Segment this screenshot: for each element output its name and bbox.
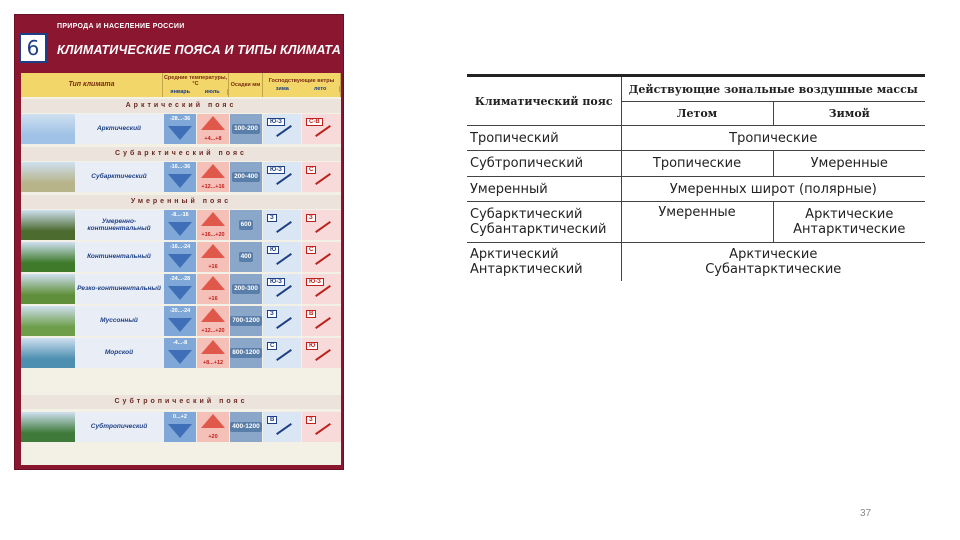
zone-cell: Умеренный — [467, 177, 621, 202]
summer-wind-cell — [302, 338, 341, 368]
wind-arrow-icon — [276, 285, 292, 297]
precip-value: 700-1200 — [232, 317, 260, 325]
table-row — [467, 202, 925, 243]
zone-cell: Субарктический Субантарктический — [467, 202, 621, 243]
winter-wind: Ю-З — [267, 166, 285, 174]
zone-cell: Арктический Антарктический — [467, 243, 621, 281]
winter-temp: -20...-24 — [169, 308, 191, 314]
summer-temp: +12...+20 — [201, 328, 225, 334]
merged-cell: Умеренных широт (полярные) — [621, 177, 925, 202]
precip-value: 100-200 — [234, 125, 258, 133]
precip-value: 600 — [240, 221, 252, 229]
summer-wind-cell — [302, 114, 341, 144]
wind-arrow-icon — [315, 125, 331, 137]
summer-wind: С-В — [306, 118, 323, 126]
wind-arrow-icon — [276, 253, 292, 265]
wind-arrow-icon — [315, 423, 331, 435]
climate-type-label: Резко-континентальный — [75, 274, 163, 304]
summer-wind-cell — [302, 162, 341, 192]
warm-triangle-icon — [201, 340, 225, 354]
page-number: 37 — [860, 508, 872, 519]
poster-title: КЛИМАТИЧЕСКИЕ ПОЯСА И ТИПЫ КЛИМАТА — [57, 43, 341, 57]
poster-row — [21, 241, 341, 273]
summer-wind: Ю-З — [306, 278, 324, 286]
poster-col-temp-label: Средние температуры, °С — [163, 74, 228, 87]
table-row — [467, 177, 925, 202]
climate-photo — [21, 306, 75, 336]
zone-cell: Тропический — [467, 126, 621, 151]
climate-type-label: Умеренно-континентальный — [75, 210, 163, 240]
cold-triangle-icon — [168, 318, 192, 332]
precip-value: 200-300 — [234, 285, 258, 293]
wind-arrow-icon — [315, 253, 331, 265]
belt-subtropical: Субтропический пояс — [21, 395, 341, 409]
belt-subarctic: Субарктический пояс — [21, 147, 341, 161]
summer-temp: +16 — [208, 296, 218, 302]
merged-cell: Тропические — [621, 126, 925, 151]
cold-triangle-icon — [168, 222, 192, 236]
summer-temp: +16...+20 — [201, 232, 225, 238]
winter-wind-cell — [263, 210, 301, 240]
col-masses-header: Действующие зональные воздушные массы — [621, 76, 925, 102]
precip-value: 400 — [240, 253, 252, 261]
winter-cell: Умеренные — [773, 151, 925, 177]
belt-temperate: Умеренный пояс — [21, 195, 341, 209]
warm-triangle-icon — [201, 276, 225, 290]
summer-temp: +12...+16 — [201, 184, 225, 190]
poster-row — [21, 411, 341, 443]
climate-type-label: Муссонный — [75, 306, 163, 336]
cold-triangle-icon — [168, 174, 192, 188]
table-row — [467, 126, 925, 151]
winter-temp: -24...-28 — [169, 276, 191, 282]
poster-row — [21, 209, 341, 241]
wind-arrow-icon — [276, 423, 292, 435]
cold-triangle-icon — [168, 424, 192, 438]
winter-wind: Ю-З — [267, 278, 285, 286]
precip-value: 800-1200 — [232, 349, 260, 357]
winter-temp: 0...+2 — [173, 414, 187, 420]
wind-arrow-icon — [315, 317, 331, 329]
poster-number: 6 — [19, 33, 47, 63]
warm-triangle-icon — [201, 164, 225, 178]
precip-cell — [230, 162, 262, 192]
cold-triangle-icon — [168, 126, 192, 140]
winter-temp: -28...-36 — [169, 116, 191, 122]
summer-temp-cell — [197, 210, 229, 240]
summer-wind: Ю — [306, 342, 318, 350]
cold-triangle-icon — [168, 350, 192, 364]
winter-temp: -4...-8 — [172, 340, 188, 346]
summer-wind-cell — [302, 242, 341, 272]
winter-temp-cell — [164, 274, 196, 304]
winter-cell: Арктические Антарктические — [773, 202, 925, 243]
climate-type-label: Арктический — [75, 114, 163, 144]
climate-photo — [21, 242, 75, 272]
wind-arrow-icon — [276, 349, 292, 361]
winter-wind-cell — [263, 242, 301, 272]
poster-col-winds-label: Господствующие ветры — [268, 77, 335, 84]
precip-cell — [230, 338, 262, 368]
summer-temp: +8...+12 — [202, 360, 224, 366]
wind-arrow-icon — [315, 221, 331, 233]
summer-wind-cell — [302, 274, 341, 304]
poster-col-type: Тип климата — [21, 73, 163, 97]
winter-temp-cell — [164, 306, 196, 336]
col-winter-header: Зимой — [773, 102, 925, 126]
climate-photo — [21, 412, 75, 442]
winter-wind-cell — [263, 412, 301, 442]
summer-cell: Умеренные — [621, 202, 773, 243]
poster-col-winds-summer: лето — [314, 86, 327, 92]
summer-temp-cell — [197, 162, 229, 192]
poster-row — [21, 161, 341, 193]
warm-triangle-icon — [201, 308, 225, 322]
wind-arrow-icon — [276, 317, 292, 329]
precip-cell — [230, 242, 262, 272]
winter-wind: С — [267, 342, 277, 350]
table-row — [467, 243, 925, 281]
wind-arrow-icon — [276, 125, 292, 137]
winter-wind: З — [267, 310, 277, 318]
climate-type-label: Субтропический — [75, 412, 163, 442]
winter-temp: -8...-16 — [171, 212, 189, 218]
poster-table-header — [21, 73, 341, 97]
climate-photo — [21, 162, 75, 192]
summer-wind-cell — [302, 210, 341, 240]
poster-header — [15, 15, 345, 67]
wind-arrow-icon — [315, 285, 331, 297]
summer-wind: С — [306, 166, 316, 174]
wind-arrow-icon — [276, 173, 292, 185]
summer-temp: +16 — [208, 264, 218, 270]
merged-cell: Арктические Субантарктические — [621, 243, 925, 281]
summer-temp-cell — [197, 338, 229, 368]
summer-temp-cell — [197, 306, 229, 336]
cold-triangle-icon — [168, 254, 192, 268]
climate-photo — [21, 210, 75, 240]
summer-temp: +20 — [208, 434, 218, 440]
winter-temp: -16...-36 — [169, 164, 191, 170]
poster-col-winds-winter: зима — [275, 86, 289, 92]
col-summer-header: Летом — [621, 102, 773, 126]
poster-row — [21, 273, 341, 305]
winter-wind-cell — [263, 306, 301, 336]
wind-arrow-icon — [315, 173, 331, 185]
poster-row — [21, 113, 341, 145]
winter-wind: В — [267, 416, 277, 424]
winter-wind: Ю — [267, 246, 279, 254]
winter-temp-cell — [164, 338, 196, 368]
zone-cell: Субтропический — [467, 151, 621, 177]
summer-wind: З — [306, 214, 316, 222]
poster-col-precip: Осадки мм — [229, 73, 263, 97]
precip-value: 200-400 — [234, 173, 258, 181]
winter-wind-cell — [263, 338, 301, 368]
warm-triangle-icon — [201, 212, 225, 226]
climate-type-label: Субарктический — [75, 162, 163, 192]
air-masses-table — [467, 74, 925, 281]
winter-wind-cell — [263, 274, 301, 304]
climate-type-label: Континентальный — [75, 242, 163, 272]
winter-temp-cell — [164, 162, 196, 192]
summer-temp: +4...+8 — [204, 136, 222, 142]
precip-cell — [230, 210, 262, 240]
summer-temp-cell — [197, 274, 229, 304]
summer-wind-cell — [302, 306, 341, 336]
table-row — [467, 151, 925, 177]
poster-col-temp — [163, 73, 229, 97]
winter-temp-cell — [164, 242, 196, 272]
poster-col-temp-winter: январь — [170, 89, 191, 96]
poster-row — [21, 337, 341, 369]
winter-temp-cell — [164, 412, 196, 442]
warm-triangle-icon — [201, 414, 225, 428]
climate-photo — [21, 114, 75, 144]
summer-wind: З — [306, 416, 316, 424]
poster-table — [21, 73, 341, 465]
climate-type-label: Морской — [75, 338, 163, 368]
precip-cell — [230, 306, 262, 336]
summer-wind: С — [306, 246, 316, 254]
precip-value: 400-1200 — [232, 423, 260, 431]
winter-wind: З — [267, 214, 277, 222]
precip-cell — [230, 114, 262, 144]
belt-arctic: Арктический пояс — [21, 99, 341, 113]
poster-row — [21, 305, 341, 337]
summer-temp-cell — [197, 242, 229, 272]
warm-triangle-icon — [201, 244, 225, 258]
cold-triangle-icon — [168, 286, 192, 300]
winter-wind-cell — [263, 162, 301, 192]
climate-photo — [21, 274, 75, 304]
summer-wind-cell — [302, 412, 341, 442]
summer-wind: В — [306, 310, 316, 318]
poster-series: ПРИРОДА И НАСЕЛЕНИЕ РОССИИ — [57, 23, 185, 30]
winter-temp: -16...-24 — [169, 244, 191, 250]
winter-wind-cell — [263, 114, 301, 144]
summer-temp-cell — [197, 114, 229, 144]
winter-temp-cell — [164, 114, 196, 144]
summer-cell: Тропические — [621, 151, 773, 177]
col-zone-header: Климатический пояс — [467, 76, 621, 126]
poster-col-temp-summer: июль — [204, 89, 220, 96]
wind-arrow-icon — [276, 221, 292, 233]
winter-wind: Ю-З — [267, 118, 285, 126]
wind-arrow-icon — [315, 349, 331, 361]
summer-temp-cell — [197, 412, 229, 442]
winter-temp-cell — [164, 210, 196, 240]
climate-photo — [21, 338, 75, 368]
precip-cell — [230, 274, 262, 304]
precip-cell — [230, 412, 262, 442]
climate-poster — [14, 14, 344, 470]
warm-triangle-icon — [201, 116, 225, 130]
poster-col-winds — [263, 73, 341, 97]
